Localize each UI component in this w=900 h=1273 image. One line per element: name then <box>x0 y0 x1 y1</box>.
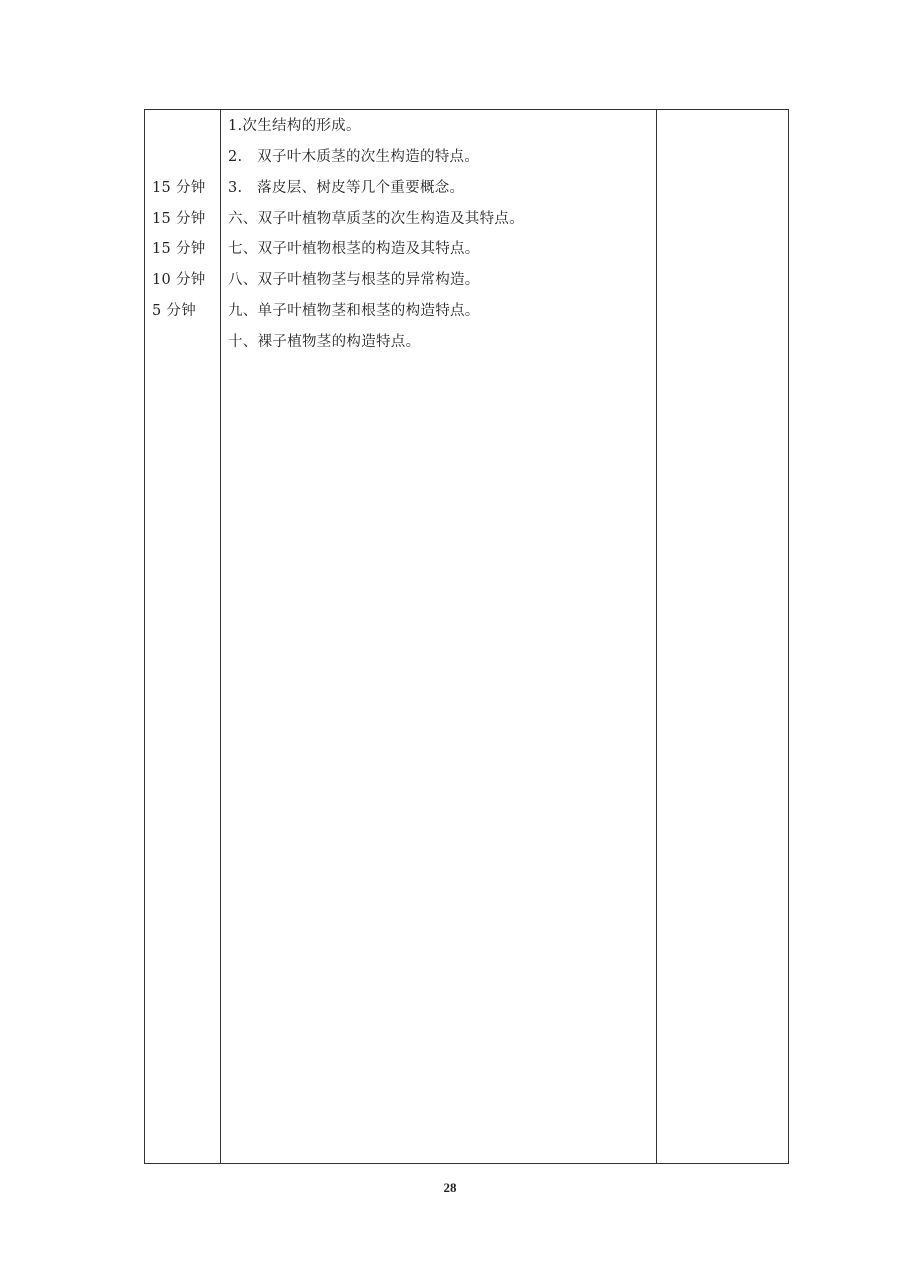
content-line: 九、单子叶植物茎和根茎的构造特点。 <box>228 303 480 319</box>
time-entry: 15 分钟 <box>152 241 206 257</box>
content-line: 八、双子叶植物茎与根茎的异常构造。 <box>228 272 480 288</box>
content-line: 2. 双子叶木质茎的次生构造的特点。 <box>228 149 480 165</box>
content-line: 十、裸子植物茎的构造特点。 <box>228 334 421 350</box>
column-divider-time <box>220 110 221 1163</box>
content-line: 六、双子叶植物草质茎的次生构造及其特点。 <box>228 211 524 227</box>
lesson-plan-table <box>144 109 789 1164</box>
time-entry: 15 分钟 <box>152 211 206 227</box>
time-entry: 10 分钟 <box>152 272 206 288</box>
time-entry: 5 分钟 <box>152 303 197 319</box>
column-divider-notes <box>656 110 657 1163</box>
time-entry: 15 分钟 <box>152 180 206 196</box>
content-line: 七、双子叶植物根茎的构造及其特点。 <box>228 241 480 257</box>
content-line: 1.次生结构的形成。 <box>228 118 361 134</box>
page-number: 28 <box>443 1180 457 1195</box>
content-line: 3. 落皮层、树皮等几个重要概念。 <box>228 180 465 196</box>
